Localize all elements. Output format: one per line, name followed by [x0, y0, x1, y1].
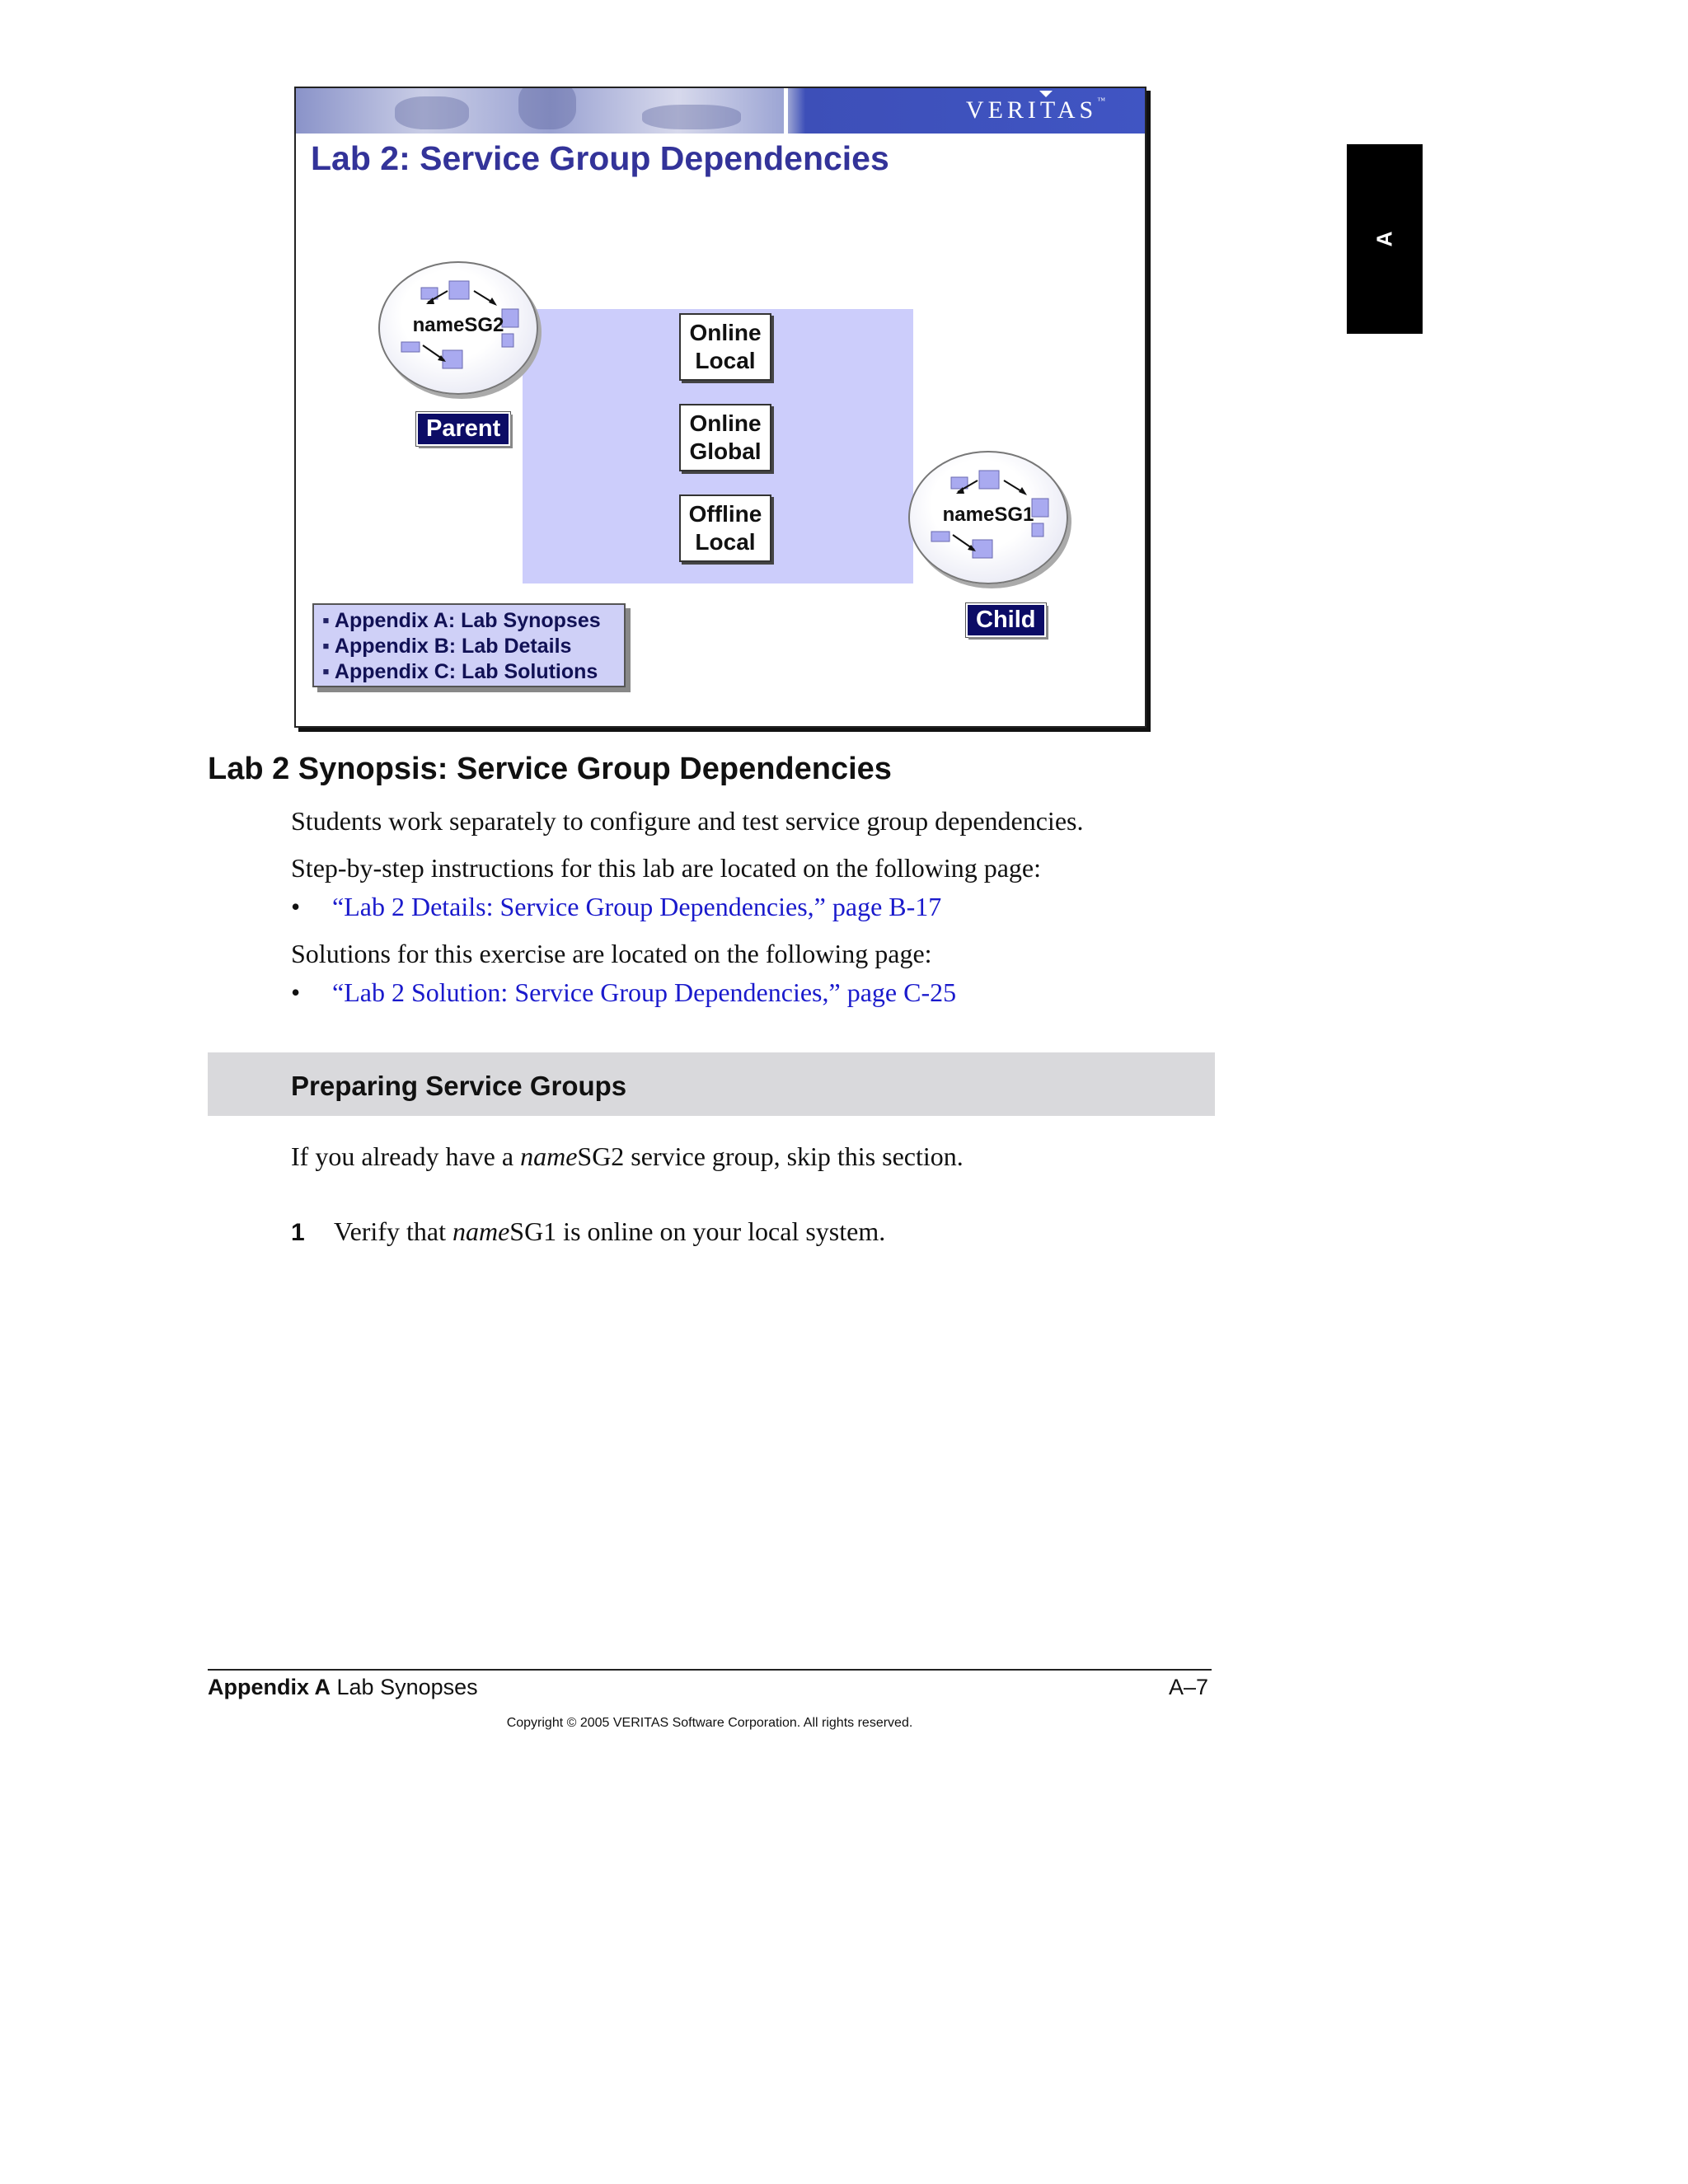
- appendix-side-tab: [1347, 144, 1423, 334]
- step-1: 1 Verify that nameSG1 is online on your local system.: [291, 1216, 886, 1246]
- side-tab-letter: A: [1372, 231, 1397, 247]
- solutions-link-item: [291, 977, 956, 1008]
- bullet-marker: •: [291, 892, 301, 921]
- subsection-title: Preparing Service Groups: [291, 1071, 627, 1101]
- dependency-online-local: Online Local: [679, 313, 771, 381]
- steps-lead-paragraph: Step-by-step instructions for this lab are located on the following page:: [291, 853, 1041, 883]
- child-tag: Child: [966, 603, 1046, 637]
- copyright-notice: Copyright © 2005 VERITAS Software Corporation. All rights reserved.: [506, 1716, 913, 1730]
- details-link[interactable]: “Lab 2 Details: Service Group Dependencies,” page B-17: [332, 892, 942, 921]
- footer-rule: [208, 1669, 1212, 1671]
- parent-tag: Parent: [416, 412, 510, 446]
- step-number: 1: [291, 1219, 305, 1246]
- slide-banner: [296, 88, 1145, 134]
- skip-paragraph: If you already have a nameSG2 service group, skip this section.: [291, 1141, 964, 1171]
- solutions-link[interactable]: “Lab 2 Solution: Service Group Dependencies,” page C-25: [332, 977, 957, 1007]
- child-service-group: [908, 451, 1068, 584]
- child-group-label: nameSG1: [942, 504, 1034, 526]
- dependency-offline-local: Offline Local: [679, 494, 771, 562]
- parent-service-group: [378, 261, 538, 395]
- dependency-online-global: Online Global: [679, 404, 771, 471]
- appendix-item: ▪ Appendix C: Lab Solutions: [322, 659, 624, 685]
- intro-paragraph: Students work separately to configure and test service group dependencies.: [291, 806, 1084, 836]
- slide-title: Lab 2: Service Group Dependencies: [311, 139, 889, 177]
- veritas-logo: VERITAS™: [965, 96, 1105, 124]
- details-link-item: [291, 892, 941, 922]
- footer-page-number: A–7: [1169, 1675, 1209, 1699]
- solutions-lead-paragraph: Solutions for this exercise are located on the following page:: [291, 939, 932, 968]
- footer-appendix-label: Appendix A Lab Synopses: [208, 1675, 478, 1699]
- subsection-header-band: [208, 1052, 1215, 1116]
- section-title: Lab 2 Synopsis: Service Group Dependencies: [208, 752, 892, 786]
- lab-slide: [294, 87, 1146, 728]
- appendix-item: ▪ Appendix A: Lab Synopses: [322, 608, 624, 634]
- parent-group-label: nameSG2: [412, 314, 504, 336]
- appendix-item: ▪ Appendix B: Lab Details: [322, 634, 624, 659]
- bullet-marker: •: [291, 977, 301, 1007]
- appendix-list-box: [312, 603, 626, 687]
